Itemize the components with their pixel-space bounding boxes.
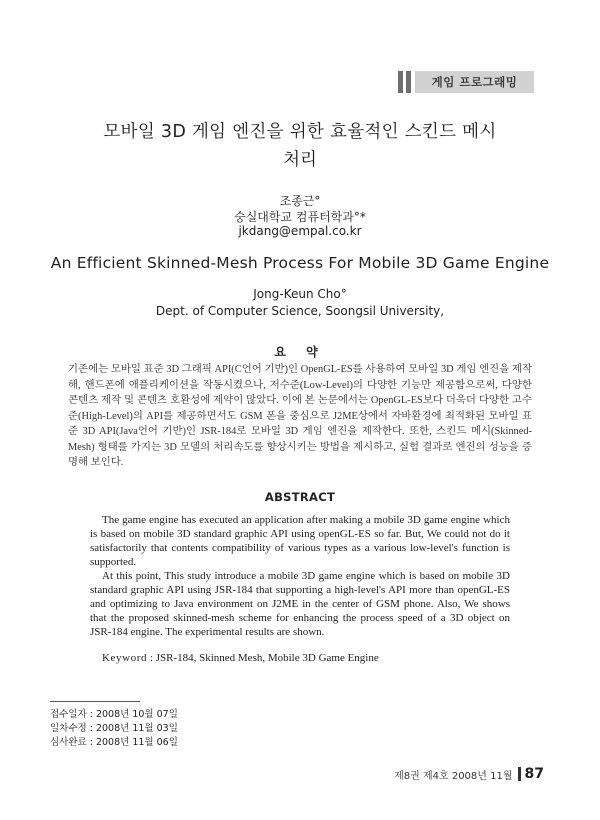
footer-separator bbox=[518, 767, 521, 781]
footer-issue: 제8권 제4호 2008년 11월 bbox=[394, 770, 513, 782]
abstract-en-paragraph-1: The game engine has executed an application after making a mobile 3D game engine which is based on mobile 3D standard graphic API using openGL-ES so far. But, We could not do it satisfactorily that contents compatibility of various types as a various low-level's function is supported. bbox=[90, 514, 510, 568]
date-accepted: 심사완료 : 2008년 11월 06일 bbox=[50, 737, 178, 748]
author-name-en: Jong-Keun Cho° bbox=[253, 287, 347, 301]
section-badge bbox=[398, 71, 534, 93]
author-affiliation-ko: 숭실대학교 컴퓨터학과°* bbox=[234, 210, 366, 224]
title-ko-line1: 모바일 3D 게임 엔진을 위한 효율적인 스킨드 메시 bbox=[103, 122, 497, 142]
keywords-text: : JSR-184, Skinned Mesh, Mobile 3D Game Engine bbox=[149, 652, 379, 664]
title-ko-line2: 처리 bbox=[283, 150, 317, 170]
date-revised: 일차수정 : 2008년 11월 03일 bbox=[50, 723, 178, 734]
abstract-en-paragraph-2: At this point, This study introduce a mobile 3D game engine which is based on mobile 3D standard graphic API using JSR-184 that supporting a high-level's API more than openGL-ES and optimizing to Java environment on J2ME in the center of GSM phone. Also, We shows that the proposed skinned-mesh scheme for enhancing the process speed of a 3D object on JSR-184 engine. The experimental results are shown. bbox=[90, 570, 510, 638]
submission-dates bbox=[50, 708, 178, 750]
abstract-ko-heading: 요 약 bbox=[274, 345, 326, 359]
keywords bbox=[102, 652, 522, 664]
author-name-ko: 조종근° bbox=[279, 194, 321, 208]
badge-bar-left bbox=[398, 71, 403, 93]
abstract-en-heading: ABSTRACT bbox=[264, 490, 336, 504]
abstract-ko-text: 기존에는 모바일 표준 3D 그래픽 API(C언어 기반)인 OpenGL-ES를 사용하여 모바일 3D 게임 엔진을 제작해, 핸드폰에 애플리케이션을 작동시켰으나, 저수준(Low-Level)의 다양한 기능만 제공함으로써, 다양한 콘텐츠 제작 및 콘텐츠 호환성에 제약이 많았다. 이에 본 논문에서는 OpenGL-ES보다 더욱더 다양한 고수준(High-Level)의 API를 제공하면서도 GSM 폰을 중심으로 J2ME상에서 자바환경에 최적화된 모바일 표준 3D API(Java언어 기반)인 JSR-184로 모바일 3D 게임 엔진을 제작한다. 또한, 스킨드 메시(Skinned-Mesh) 형태를 가지는 3D 모델의 처리속도를 향상시키는 방법을 제시하고, 실험 결과로 엔진의 성능을 증명해 보인다. bbox=[68, 364, 532, 468]
keywords-label: Keyword bbox=[102, 652, 148, 664]
badge-bar-right bbox=[406, 71, 411, 93]
page-number: 87 bbox=[524, 766, 544, 782]
section-label: 게임 프로그래밍 bbox=[415, 71, 534, 93]
date-received: 접수일자 : 2008년 10월 07일 bbox=[50, 709, 178, 720]
dates-divider bbox=[50, 701, 140, 702]
page-footer bbox=[394, 766, 544, 782]
title-en: An Efficient Skinned-Mesh Process For Mobile 3D Game Engine bbox=[50, 254, 550, 272]
author-email: jkdang@empal.co.kr bbox=[238, 224, 362, 238]
author-affiliation-en: Dept. of Computer Science, Soongsil University, bbox=[155, 304, 445, 318]
